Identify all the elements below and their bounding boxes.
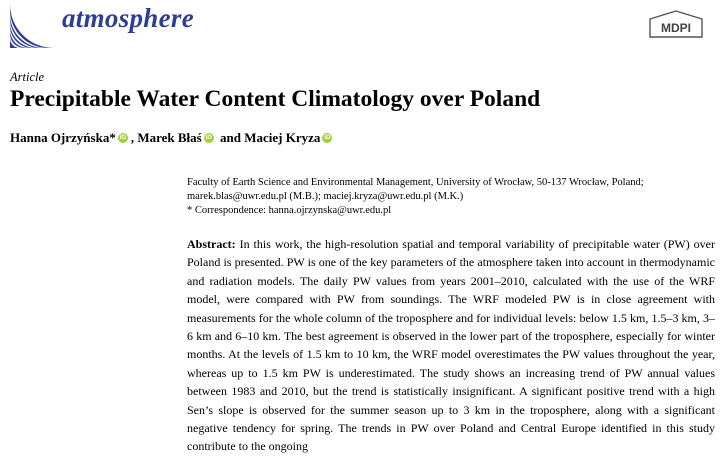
mdpi-logo-text: MDPI xyxy=(661,21,691,35)
author-separator: and xyxy=(219,130,241,145)
corresponding-marker: * xyxy=(109,130,116,145)
article-type: Article xyxy=(10,70,45,84)
author-emails[interactable]: marek.blas@uwr.edu.pl (M.B.); maciej.kryza@uwr.edu.pl (M.K.) xyxy=(187,191,464,202)
affiliation-block xyxy=(187,176,717,218)
author-separator: , xyxy=(130,130,135,145)
correspondence-line[interactable]: * Correspondence: hanna.ojrzynska@uwr.edu.pl xyxy=(187,205,392,216)
orcid-icon[interactable]: iD xyxy=(324,134,331,141)
author-name[interactable]: Maciej Kryza xyxy=(244,130,321,145)
mdpi-logo[interactable] xyxy=(648,10,704,38)
affiliation-line: Faculty of Earth Science and Environmental Management, University of Wrocław, 50-137 Wrocław, Poland; xyxy=(187,177,644,188)
abstract-label: Abstract: xyxy=(187,237,236,251)
atmosphere-journal-logo-icon xyxy=(10,4,54,48)
journal-name[interactable]: atmosphere xyxy=(62,3,195,33)
author-list xyxy=(10,130,335,146)
orcid-icon[interactable]: iD xyxy=(119,134,127,141)
author-name[interactable]: Hanna Ojrzyńska xyxy=(10,130,110,145)
abstract-text: In this work, the high-resolution spatial and temporal variability of precipitable water (PW) over Poland is presented. PW is one of the key parameters of the atmosphere taken into account in thermodynamic and radiation models. The daily PW values from years 2001–2010, calculated with the use of the WRF model, were compared with PW from soundings. The WRF modeled PW is in close agreement with measurements for the whole column of the troposphere and for individual levels: below 1.5 km, 1.5–3 km, 3–6 km and 6–10 km. The best agreement is observed in the lower part of the troposphere, especially for winter months. At the levels of 1.5 km to 10 km, the WRF model overestimates the PW values throughout the year, whereas up to 1.5 km PW is underestimated. The study shows an increasing trend of PW annual values between 1983 and 2010, but the trend is statistically insignificant. A significant positive trend with a high Sen’s slope is observed for the summer season up to 3 km in the troposphere, along with a significant negative tendency for spring. The trends in PW over Poland and Central Europe identified in this study contribute to the ongoing xyxy=(187,237,716,454)
orcid-icon[interactable]: iD xyxy=(205,134,212,141)
author-name[interactable]: Marek Błaś xyxy=(137,130,202,145)
paper-title: Precipitable Water Content Climatology over Poland xyxy=(10,86,541,112)
abstract xyxy=(187,235,715,456)
